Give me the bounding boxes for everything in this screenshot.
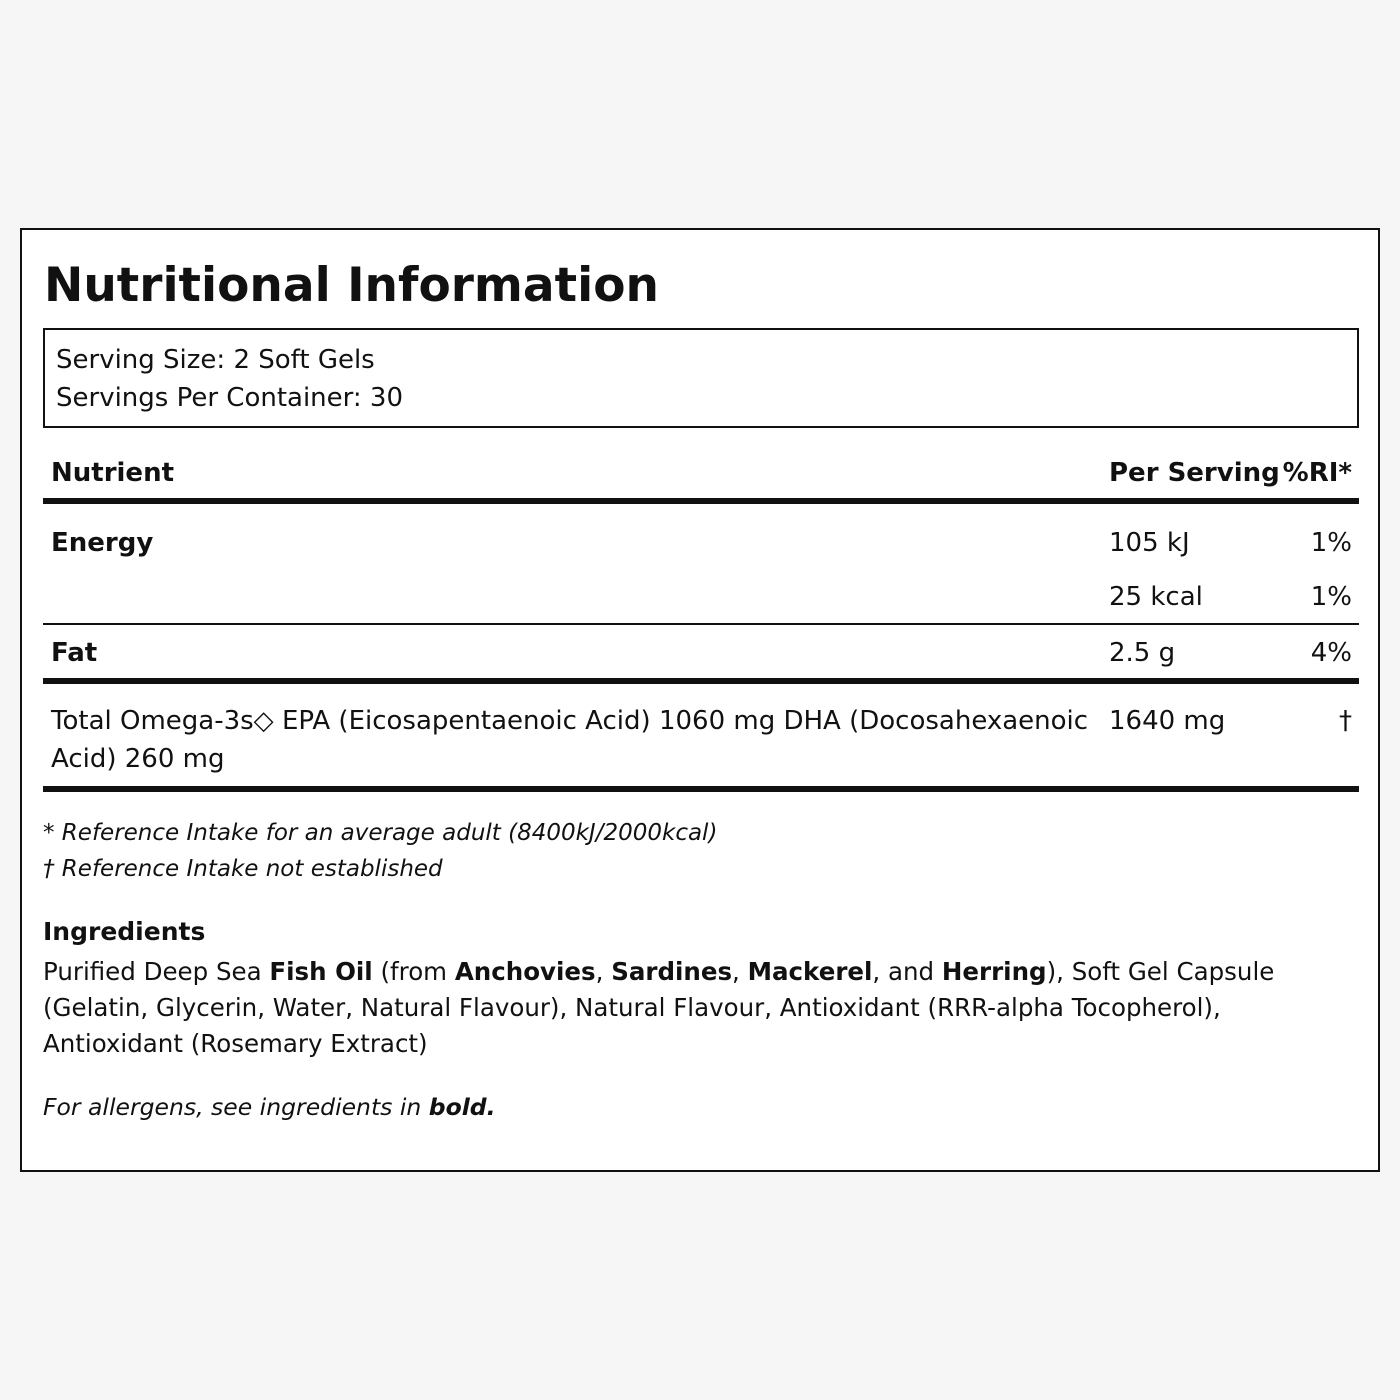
allergen-note-text: For allergens, see ingredients in	[43, 1093, 429, 1121]
footnote-not-established: † Reference Intake not established	[43, 856, 443, 882]
ingredient-text: Purified Deep Sea	[43, 957, 270, 986]
serving-info-box	[43, 328, 1359, 428]
allergen-note-bold: bold.	[428, 1093, 496, 1121]
row-divider	[43, 623, 1359, 625]
ingredients-heading: Ingredients	[43, 917, 206, 946]
ingredients-list	[43, 954, 1349, 1062]
nutrition-label-panel	[20, 228, 1380, 1172]
allergen-ingredient: Mackerel	[747, 957, 873, 986]
header-nutrient: Nutrient	[51, 458, 175, 488]
ingredient-text: ,	[732, 957, 748, 986]
header-divider	[43, 498, 1359, 504]
header-ri: %RI*	[1282, 458, 1352, 488]
nutrient-amount: 1640 mg	[1109, 706, 1226, 736]
nutrient-ri: 4%	[1310, 638, 1352, 668]
label-title: Nutritional Information	[44, 258, 659, 313]
footnote-reference-intake: * Reference Intake for an average adult (8400kJ/2000kcal)	[43, 820, 718, 846]
ingredient-text: ,	[595, 957, 612, 986]
ingredient-text: ), Soft Gel Capsule (Gelatin, Glycerin, Water, Natural Flavour), Natural Flavour, Antioxidant (RRR-alpha Tocopherol), Antioxidant (Rosemary Extract)	[43, 957, 1275, 1058]
nutrient-amount: 25 kcal	[1109, 582, 1203, 612]
allergen-ingredient: Sardines	[611, 957, 733, 986]
nutrient-ri: 1%	[1310, 582, 1352, 612]
allergen-ingredient: Herring	[941, 957, 1047, 986]
table-bottom-divider	[43, 786, 1359, 792]
servings-per-container: Servings Per Container: 30	[56, 383, 404, 413]
serving-size: Serving Size: 2 Soft Gels	[56, 345, 375, 375]
allergen-ingredient: Fish Oil	[269, 957, 373, 986]
header-per-serving: Per Serving	[1109, 458, 1280, 488]
nutrient-name: Total Omega-3s◇ EPA (Eicosapentaenoic Acid) 1060 mg DHA (Docosahexaenoic Acid) 260 mg	[51, 706, 1089, 774]
nutrient-name: Fat	[51, 638, 98, 668]
nutrient-name: Energy	[51, 528, 154, 558]
ingredient-text: (from	[372, 957, 455, 986]
section-divider	[43, 678, 1359, 684]
nutrient-amount: 105 kJ	[1109, 528, 1190, 558]
ingredient-text: , and	[872, 957, 942, 986]
nutrient-ri: 1%	[1310, 528, 1352, 558]
nutrient-amount: 2.5 g	[1109, 638, 1176, 668]
nutrient-ri: †	[1339, 706, 1352, 736]
allergen-ingredient: Anchovies	[454, 957, 596, 986]
allergen-note	[43, 1090, 496, 1124]
